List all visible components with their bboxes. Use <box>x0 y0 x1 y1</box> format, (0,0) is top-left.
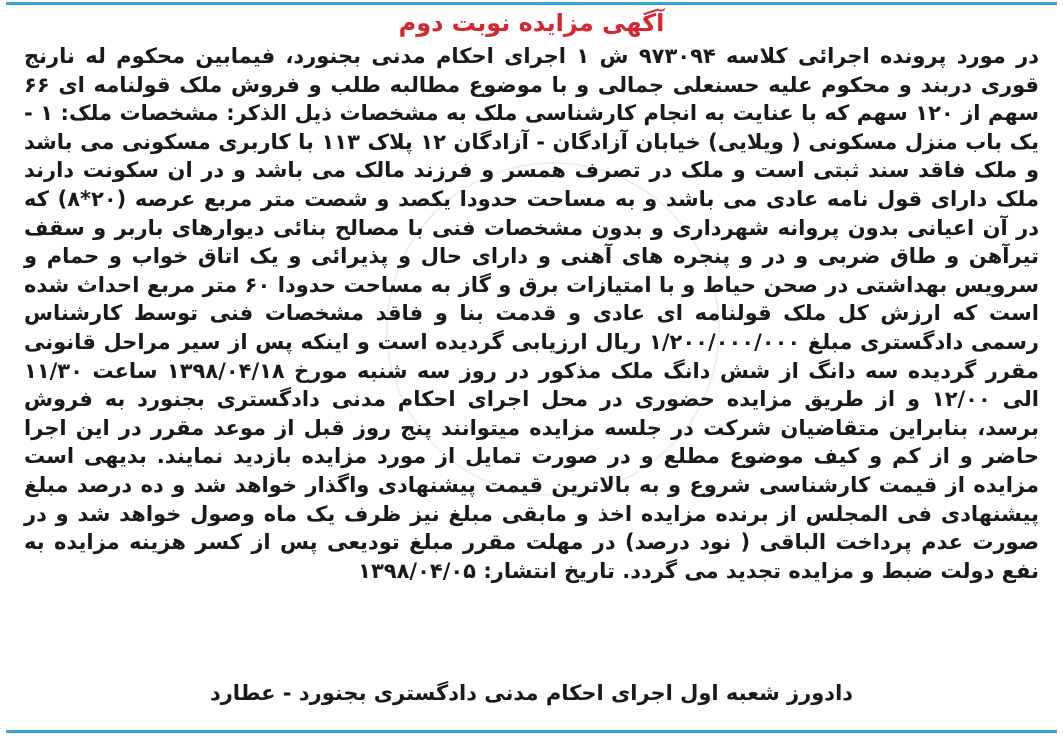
bottom-divider <box>6 730 1057 733</box>
notice-body <box>24 42 1039 585</box>
notice-body-paragraph: در مورد پرونده اجرائی کلاسه ۹۷۳۰۹۴ ش ۱ اجرای احکام مدنی بجنورد، فیمابین محکوم له نارنج قوری دربند و محکوم علیه حسنعلی جمالی و با موضوع مطالبه طلب و فروش ملک قولنامه ای ۶۶ سهم از ۱۲۰ سهم که با عنایت به انجام کارشناسی ملک به مشخصات ذیل الذکر: مشخصات ملک: ۱ - یک باب منزل مسکونی ( ویلایی) خیابان آزادگان - آزادگان ۱۲ پلاک ۱۱۳ با کاربری مسکونی می باشد و ملک فاقد سند ثبتی است و ملک در تصرف همسر و فرزند مالک می باشد و در ان سکونت دارند ملک دارای قول نامه عادی می باشد و به مساحت حدودا یکصد و شصت متر مربع عرصه (۲۰*۸) که در آن اعیانی بدون پروانه شهرداری و بدون مشخصات فنی با مصالح بنائی دیوارهای باربر و سقف تیرآهن و طاق ضربی و در و پنجره های آهنی و دارای حال و پذیرائی و یک اتاق خواب و حمام و سرویس بهداشتی در صحن حیاط و با امتیازات برق و گاز به مساحت حدودا ۶۰ متر مربع احداث شده است که ارزش کل ملک قولنامه ای عادی و قدمت بنا و فاقد مشخصات فنی توسط کارشناس رسمی دادگستری مبلغ ۱/۲۰۰/۰۰۰/۰۰۰ ریال ارزیابی گردیده است و اینکه پس از سیر مراحل قانونی مقرر گردیده سه دانگ از شش دانگ ملک مذکور در روز سه شنبه مورخ ۱۳۹۸/۰۴/۱۸ ساعت ۱۱/۳۰ الی ۱۲/۰۰ و از طریق مزایده حضوری در محل اجرای احکام مدنی دادگستری بجنورد به فروش برسد، بنابراین متقاضیان شرکت در جلسه مزایده میتوانند پنج روز قبل از موعد مقرر در این اجرا حاضر و از کم و کیف موضوع مطلع و در صورت تمایل از مورد مزایده بازدید نمایند. بدیهی است مزایده از قیمت کارشناسی شروع و به بالاترین قیمت پیشنهادی واگذار خواهد شد و ده درصد مبلغ پیشنهادی فی المجلس از برنده مزایده اخذ و مابقی مبلغ نیز ظرف یک ماه وصول خواهد شد و در صورت عدم پرداخت الباقی ( نود درصد) در مهلت مقرر مبلغ تودیعی پس از کسر هزینه مزایده به نفع دولت ضبط و مزایده تجدید می گردد. تاریخ انتشار: ۱۳۹۸/۰۴/۰۵ <box>24 44 1040 583</box>
notice-frame <box>6 2 1057 735</box>
notice-title: آگهی مزایده نوبت دوم <box>398 9 665 37</box>
top-divider <box>6 2 1057 5</box>
notice-signature: دادورز شعبه اول اجرای احکام مدنی دادگستری بجنورد - عطارد <box>209 681 854 705</box>
